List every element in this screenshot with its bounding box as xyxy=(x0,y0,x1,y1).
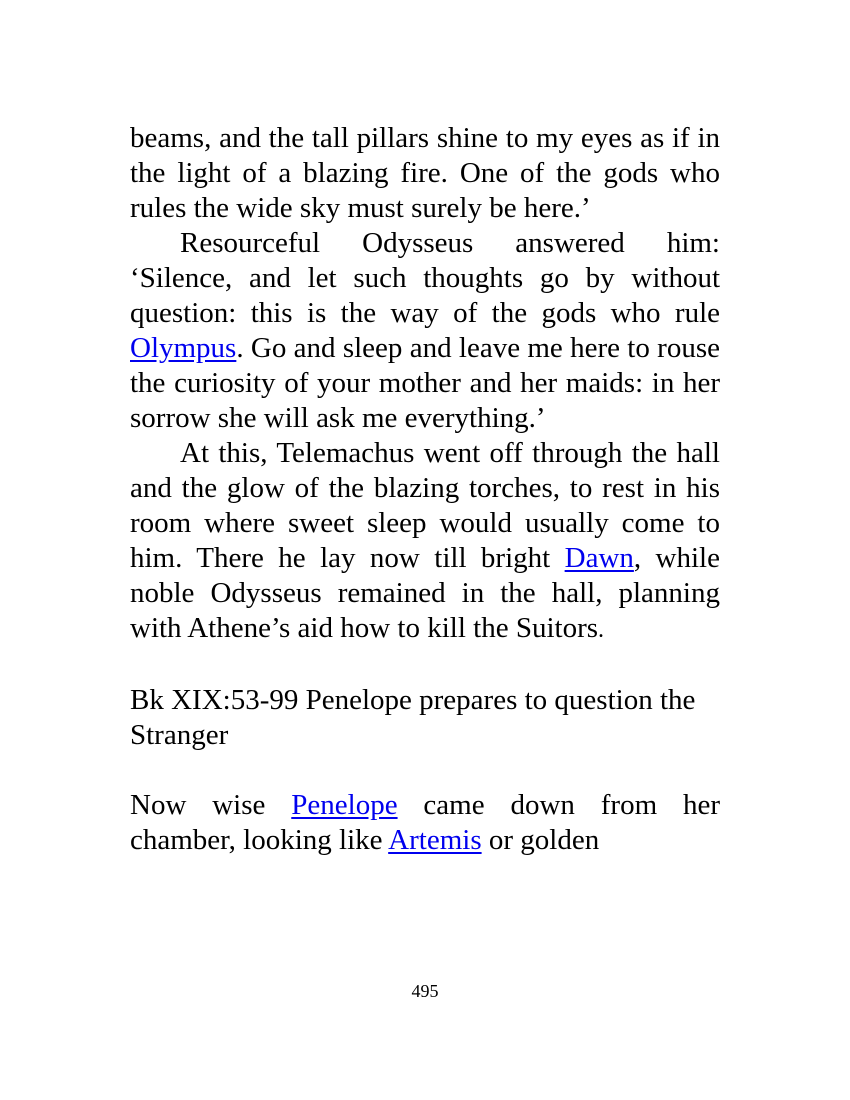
olympus-link[interactable]: Olympus xyxy=(130,332,237,364)
paragraph-4-text-before: Now wise xyxy=(130,789,292,821)
artemis-link[interactable]: Artemis xyxy=(388,824,482,856)
paragraph-3-text-before: At this, Telemachus went off through the hall and the glow of the blazing torches, to rest in his room where sweet sleep would usually come to him. There he lay now till bright xyxy=(130,437,720,574)
paragraph-2 xyxy=(130,226,720,436)
section-heading xyxy=(130,683,720,753)
paragraph-4-text-after: or golden xyxy=(481,824,600,856)
page-body xyxy=(130,121,720,858)
paragraph-3 xyxy=(130,436,720,648)
section-heading-text: Bk XIX:53-99 Penelope prepares to question the Stranger xyxy=(130,684,696,751)
paragraph-4-text-middle: came down from her chamber, looking like xyxy=(130,789,721,856)
page-number: 495 xyxy=(411,981,439,1001)
dawn-link[interactable]: Dawn xyxy=(564,542,634,574)
paragraph-3-text-after: , while noble Odysseus remained in the hall, planning with Athene’s aid how to kill the Suitors xyxy=(130,542,720,644)
paragraph-2-text-before: Resourceful Odysseus answered him: ‘Silence, and let such thoughts go by without question: this is the way of the gods who rule xyxy=(130,227,720,329)
penelope-link[interactable]: Penelope xyxy=(291,789,398,821)
paragraph-1-text: beams, and the tall pillars shine to my eyes as if in the light of a blazing fire. One of the gods who rules the wide sky must surely be here.’ xyxy=(130,122,720,224)
paragraph-1 xyxy=(130,121,720,226)
paragraph-2-text-after: . Go and sleep and leave me here to rouse the curiosity of your mother and her maids: in her sorrow she will ask me everything.’ xyxy=(130,332,720,434)
paragraph-4 xyxy=(130,788,720,858)
paragraph-3-end: . xyxy=(598,617,605,643)
